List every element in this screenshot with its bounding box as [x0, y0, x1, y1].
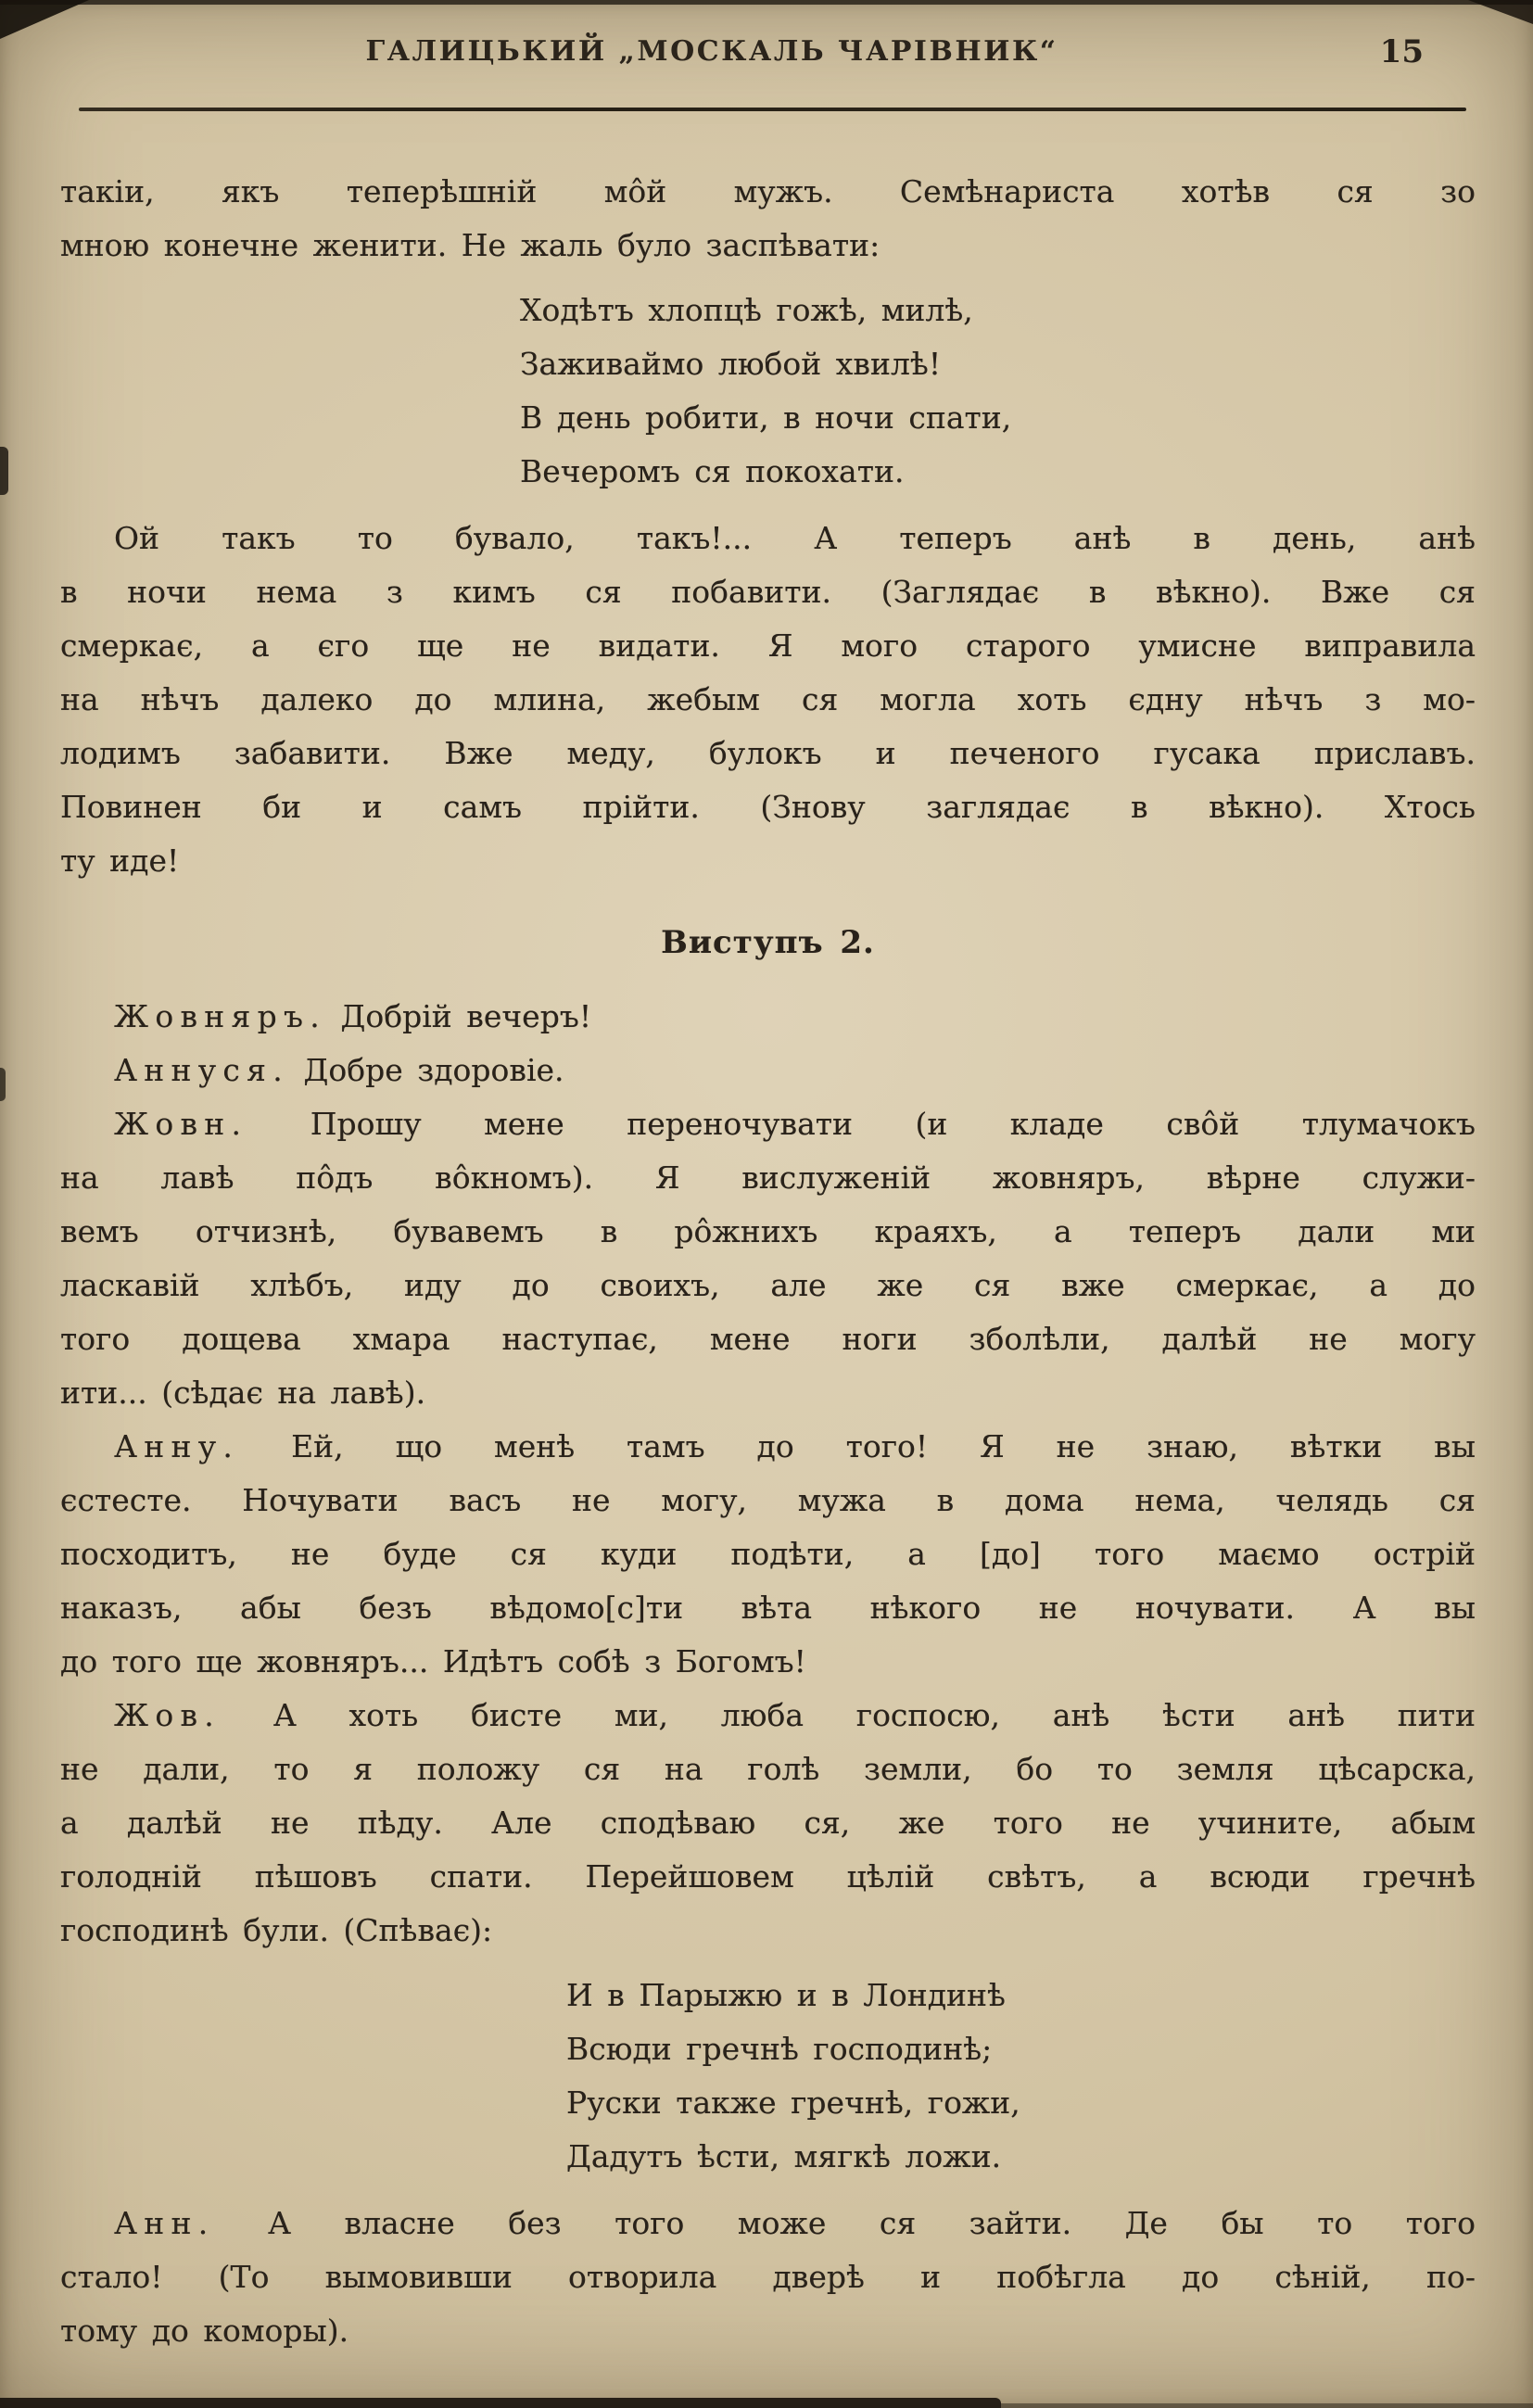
- verse-line: Вечеромъ ся покохати.: [520, 453, 905, 489]
- text-line: на нѣчъ далеко до млина, жебым ся могла хоть єдну нѣчъ з мо-: [60, 681, 1476, 717]
- text-line: Аннуся. Добре здоровіе.: [114, 1052, 564, 1088]
- verse-block: [566, 1969, 1476, 2184]
- text-line: а далѣй не пѣду. Але сподѣваю ся, же того не учините, абым: [60, 1805, 1476, 1841]
- text-line: наказъ, абы безъ вѣдомо[с]ти вѣта нѣкого не ночувати. А вы: [60, 1590, 1476, 1626]
- verse-line: Руски также гречнѣ, гожи,: [566, 2085, 1020, 2121]
- paragraph: [60, 1420, 1476, 1689]
- text-line: голодній пѣшовъ спати. Перейшовем цѣлій свѣтъ, а всюди гречнѣ: [60, 1858, 1476, 1895]
- text-line: Анн. А власне без того може ся зайти. Де бы то того: [114, 2205, 1476, 2241]
- text-line: ласкавій хлѣбъ, иду до своихъ, але же ся вже смеркає, а до: [60, 1267, 1476, 1303]
- text-line: єстесте. Ночувати васъ не могу, мужа в дома нема, челядь ся: [60, 1482, 1476, 1518]
- text-line: Ой такъ то бувало, такъ!... А теперъ анѣ в день, анѣ: [114, 520, 1476, 556]
- text-line: стало! (То вымовивши отворила дверѣ и побѣгла до сѣній, по-: [60, 2259, 1476, 2295]
- verse-line: Заживаймо любой хвилѣ!: [520, 346, 942, 382]
- speaker-name: Жов.: [114, 1697, 222, 1733]
- scan-edge-artifact-bottom: [0, 2398, 1001, 2408]
- running-header: [61, 35, 1474, 76]
- scene-heading: Виступъ 2.: [661, 924, 875, 961]
- text-line: посходитъ, не буде ся куди подѣти, а [до] того маємо острій: [60, 1536, 1476, 1572]
- text-line: господинѣ були. (Спѣває):: [60, 1912, 493, 1948]
- running-header-title: ГАЛИЦЬКИЙ „МОСКАЛЬ ЧАРІВНИК“: [365, 35, 1058, 68]
- text-line: того дощева хмара наступає, мене ноги зболѣли, далѣй не могу: [60, 1321, 1476, 1357]
- verse-line: Всюди гречнѣ господинѣ;: [566, 2031, 993, 2067]
- header-divider-rule: [79, 108, 1466, 111]
- page-body: [60, 165, 1476, 2358]
- text-line: Жов. А хоть бисте ми, люба госпосю, анѣ ѣсти анѣ пити: [114, 1697, 1476, 1733]
- speaker-name: Аннуся.: [114, 1052, 290, 1088]
- scan-edge-artifact-bottom-right: [1001, 2403, 1533, 2408]
- paragraph: [60, 990, 1476, 1044]
- speaker-name: Анну.: [114, 1428, 240, 1464]
- text-line: до того ще жовняръ... Идѣтъ собѣ з Богомъ!: [60, 1643, 806, 1679]
- text-line: в ночи нема з кимъ ся побавити. (Заглядає в вѣкно). Вже ся: [60, 574, 1476, 610]
- scan-blot-artifact: [0, 1068, 6, 1101]
- text-line: ту иде!: [60, 843, 180, 879]
- text-line: тому до коморы).: [60, 2313, 349, 2349]
- scan-blot-artifact: [0, 447, 8, 495]
- paragraph: [60, 1044, 1476, 1097]
- speaker-name: Жовняръ.: [114, 998, 327, 1034]
- scan-edge-artifact-top: [0, 0, 1533, 5]
- paragraph: [60, 165, 1476, 272]
- text-line: Повинен би и самъ прійти. (Знову заглядає в вѣкно). Хтось: [60, 789, 1476, 825]
- speaker-name: Жовн.: [114, 1106, 248, 1142]
- text-line: не дали, то я положу ся на голѣ земли, бо то земля цѣсарска,: [60, 1751, 1476, 1787]
- text-line: мною конечне женити. Не жаль було заспѣвати:: [60, 227, 881, 263]
- text-line: ити... (сѣдає на лавѣ).: [60, 1375, 426, 1411]
- verse-line: Дадутъ ѣсти, мягкѣ ложи.: [566, 2138, 1002, 2174]
- text-line: на лавѣ пôдъ вôкномъ). Я вислуженій жовняръ, вѣрне служи-: [60, 1160, 1476, 1196]
- paragraph: [60, 1689, 1476, 1958]
- verse-line: В день робити, в ночи спати,: [520, 399, 1012, 436]
- verse-line: И в Парыжю и в Лондинѣ: [566, 1977, 1006, 2013]
- page-number: 15: [1379, 33, 1424, 70]
- scan-corner-artifact-top-left: [0, 0, 89, 39]
- paragraph: [60, 2197, 1476, 2358]
- text-line: лодимъ забавити. Вже меду, булокъ и печеного гусака приславъ.: [60, 735, 1476, 771]
- text-line: такіи, якъ теперѣшній мôй мужъ. Семѣнариста хотѣв ся зо: [60, 173, 1476, 209]
- text-line: смеркає, а єго ще не видати. Я мого старого умисне виправила: [60, 627, 1476, 664]
- text-line: Жовняръ. Добрій вечеръ!: [114, 998, 592, 1034]
- paragraph: [60, 1097, 1476, 1420]
- speaker-name: Анн.: [114, 2205, 215, 2241]
- text-line: Анну. Ей, що менѣ тамъ до того! Я не знаю, вѣтки вы: [114, 1428, 1476, 1464]
- paragraph: [60, 512, 1476, 888]
- text-line: вемъ отчизнѣ, бувавемъ в рôжнихъ краяхъ, а теперъ дали ми: [60, 1213, 1476, 1249]
- verse-block: [520, 284, 1476, 499]
- text-line: Жовн. Прошу мене переночувати (и кладе свôй тлумачокъ: [114, 1106, 1476, 1142]
- verse-line: Ходѣтъ хлопцѣ гожѣ, милѣ,: [520, 292, 973, 328]
